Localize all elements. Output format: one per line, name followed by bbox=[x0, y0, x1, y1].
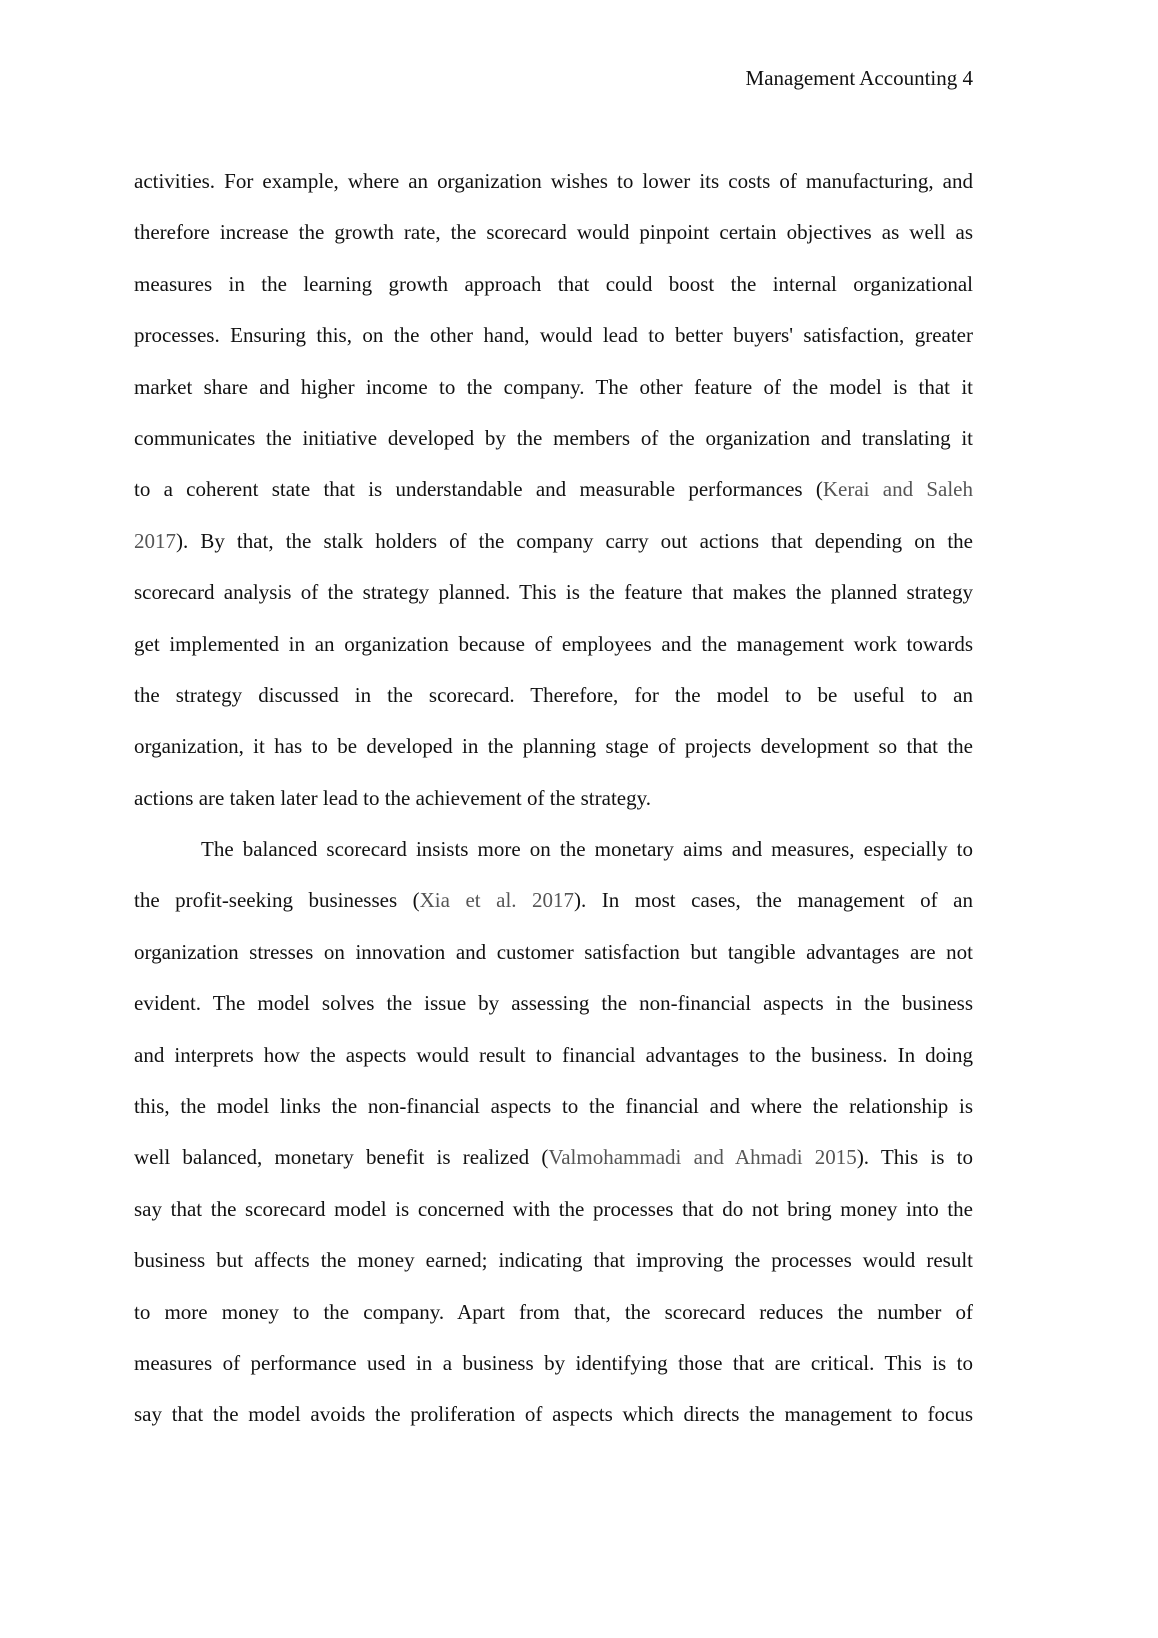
text-line bbox=[134, 1245, 973, 1296]
document-body bbox=[134, 166, 973, 1451]
text-line bbox=[134, 320, 973, 371]
text-line bbox=[134, 577, 973, 628]
text-line bbox=[134, 526, 973, 577]
paragraph bbox=[134, 166, 973, 834]
paragraph bbox=[134, 834, 973, 1451]
text-line bbox=[134, 834, 973, 885]
text-segment: the profit-seeking businesses ( bbox=[134, 888, 420, 913]
text-segment: processes. Ensuring this, on the other hand, would lead to better buyers' satisfaction, greater bbox=[134, 323, 973, 348]
text-line bbox=[134, 1194, 973, 1245]
text-line bbox=[134, 885, 973, 936]
text-line bbox=[134, 166, 973, 217]
text-segment: the strategy discussed in the scorecard. Therefore, for the model to be useful to an bbox=[134, 682, 973, 707]
text-segment: business but affects the money earned; indicating that improving the processes would result bbox=[134, 1248, 973, 1273]
text-line bbox=[134, 217, 973, 268]
citation: Valmohammadi and Ahmadi 2015 bbox=[548, 1145, 857, 1170]
text-segment: well balanced, monetary benefit is realized ( bbox=[134, 1145, 549, 1170]
text-segment: ). By that, the stalk holders of the company carry out actions that depending on the bbox=[176, 528, 973, 553]
text-segment: to more money to the company. Apart from that, the scorecard reduces the number of bbox=[134, 1299, 973, 1324]
text-segment: measures of performance used in a business by identifying those that are critical. This is to bbox=[134, 1350, 973, 1375]
text-line bbox=[134, 269, 973, 320]
text-segment: say that the model avoids the proliferation of aspects which directs the management to focus bbox=[134, 1402, 973, 1427]
text-segment: get implemented in an organization because of employees and the management work towards bbox=[134, 631, 973, 656]
text-segment: and interprets how the aspects would result to financial advantages to the business. In doing bbox=[134, 1042, 973, 1067]
text-segment: activities. For example, where an organization wishes to lower its costs of manufacturing, and bbox=[134, 169, 973, 193]
text-line bbox=[134, 988, 973, 1039]
text-segment: scorecard analysis of the strategy planned. This is the feature that makes the planned strategy bbox=[134, 580, 973, 605]
text-segment: measures in the learning growth approach that could boost the internal organizational bbox=[134, 271, 973, 296]
citation: 2017 bbox=[134, 528, 176, 553]
text-segment: ). In most cases, the management of an bbox=[574, 888, 973, 913]
running-head: Management Accounting 4 bbox=[745, 66, 973, 90]
text-segment: market share and higher income to the company. The other feature of the model is that it bbox=[134, 374, 973, 399]
text-line bbox=[134, 474, 973, 525]
text-line bbox=[134, 783, 973, 834]
text-line bbox=[134, 1297, 973, 1348]
text-segment: communicates the initiative developed by the members of the organization and translating it bbox=[134, 425, 973, 450]
text-line bbox=[134, 680, 973, 731]
citation: Kerai and Saleh bbox=[822, 477, 973, 502]
text-line bbox=[134, 629, 973, 680]
text-segment: organization stresses on innovation and customer satisfaction but tangible advantages are not bbox=[134, 939, 973, 964]
text-segment: ). This is to bbox=[856, 1145, 973, 1170]
text-line bbox=[134, 1399, 973, 1450]
text-line bbox=[134, 1142, 973, 1193]
text-line bbox=[134, 1040, 973, 1091]
text-segment: say that the scorecard model is concerned with the processes that do not bring money into the bbox=[134, 1196, 973, 1221]
text-line bbox=[134, 423, 973, 474]
text-line bbox=[134, 731, 973, 782]
text-segment: The balanced scorecard insists more on the monetary aims and measures, especially to bbox=[201, 837, 973, 862]
citation: Xia et al. 2017 bbox=[419, 888, 575, 913]
text-segment: actions are taken later lead to the achievement of the strategy. bbox=[134, 785, 651, 810]
text-segment: organization, it has to be developed in the planning stage of projects development so that the bbox=[134, 734, 973, 759]
text-segment: this, the model links the non-financial aspects to the financial and where the relationship is bbox=[134, 1094, 973, 1119]
text-line bbox=[134, 1091, 973, 1142]
text-line bbox=[134, 372, 973, 423]
text-line bbox=[134, 937, 973, 988]
text-segment: to a coherent state that is understandable and measurable performances ( bbox=[134, 477, 823, 502]
text-line bbox=[134, 1348, 973, 1399]
text-segment: evident. The model solves the issue by assessing the non-financial aspects in the business bbox=[134, 991, 973, 1016]
text-segment: therefore increase the growth rate, the scorecard would pinpoint certain objectives as well as bbox=[134, 220, 973, 245]
